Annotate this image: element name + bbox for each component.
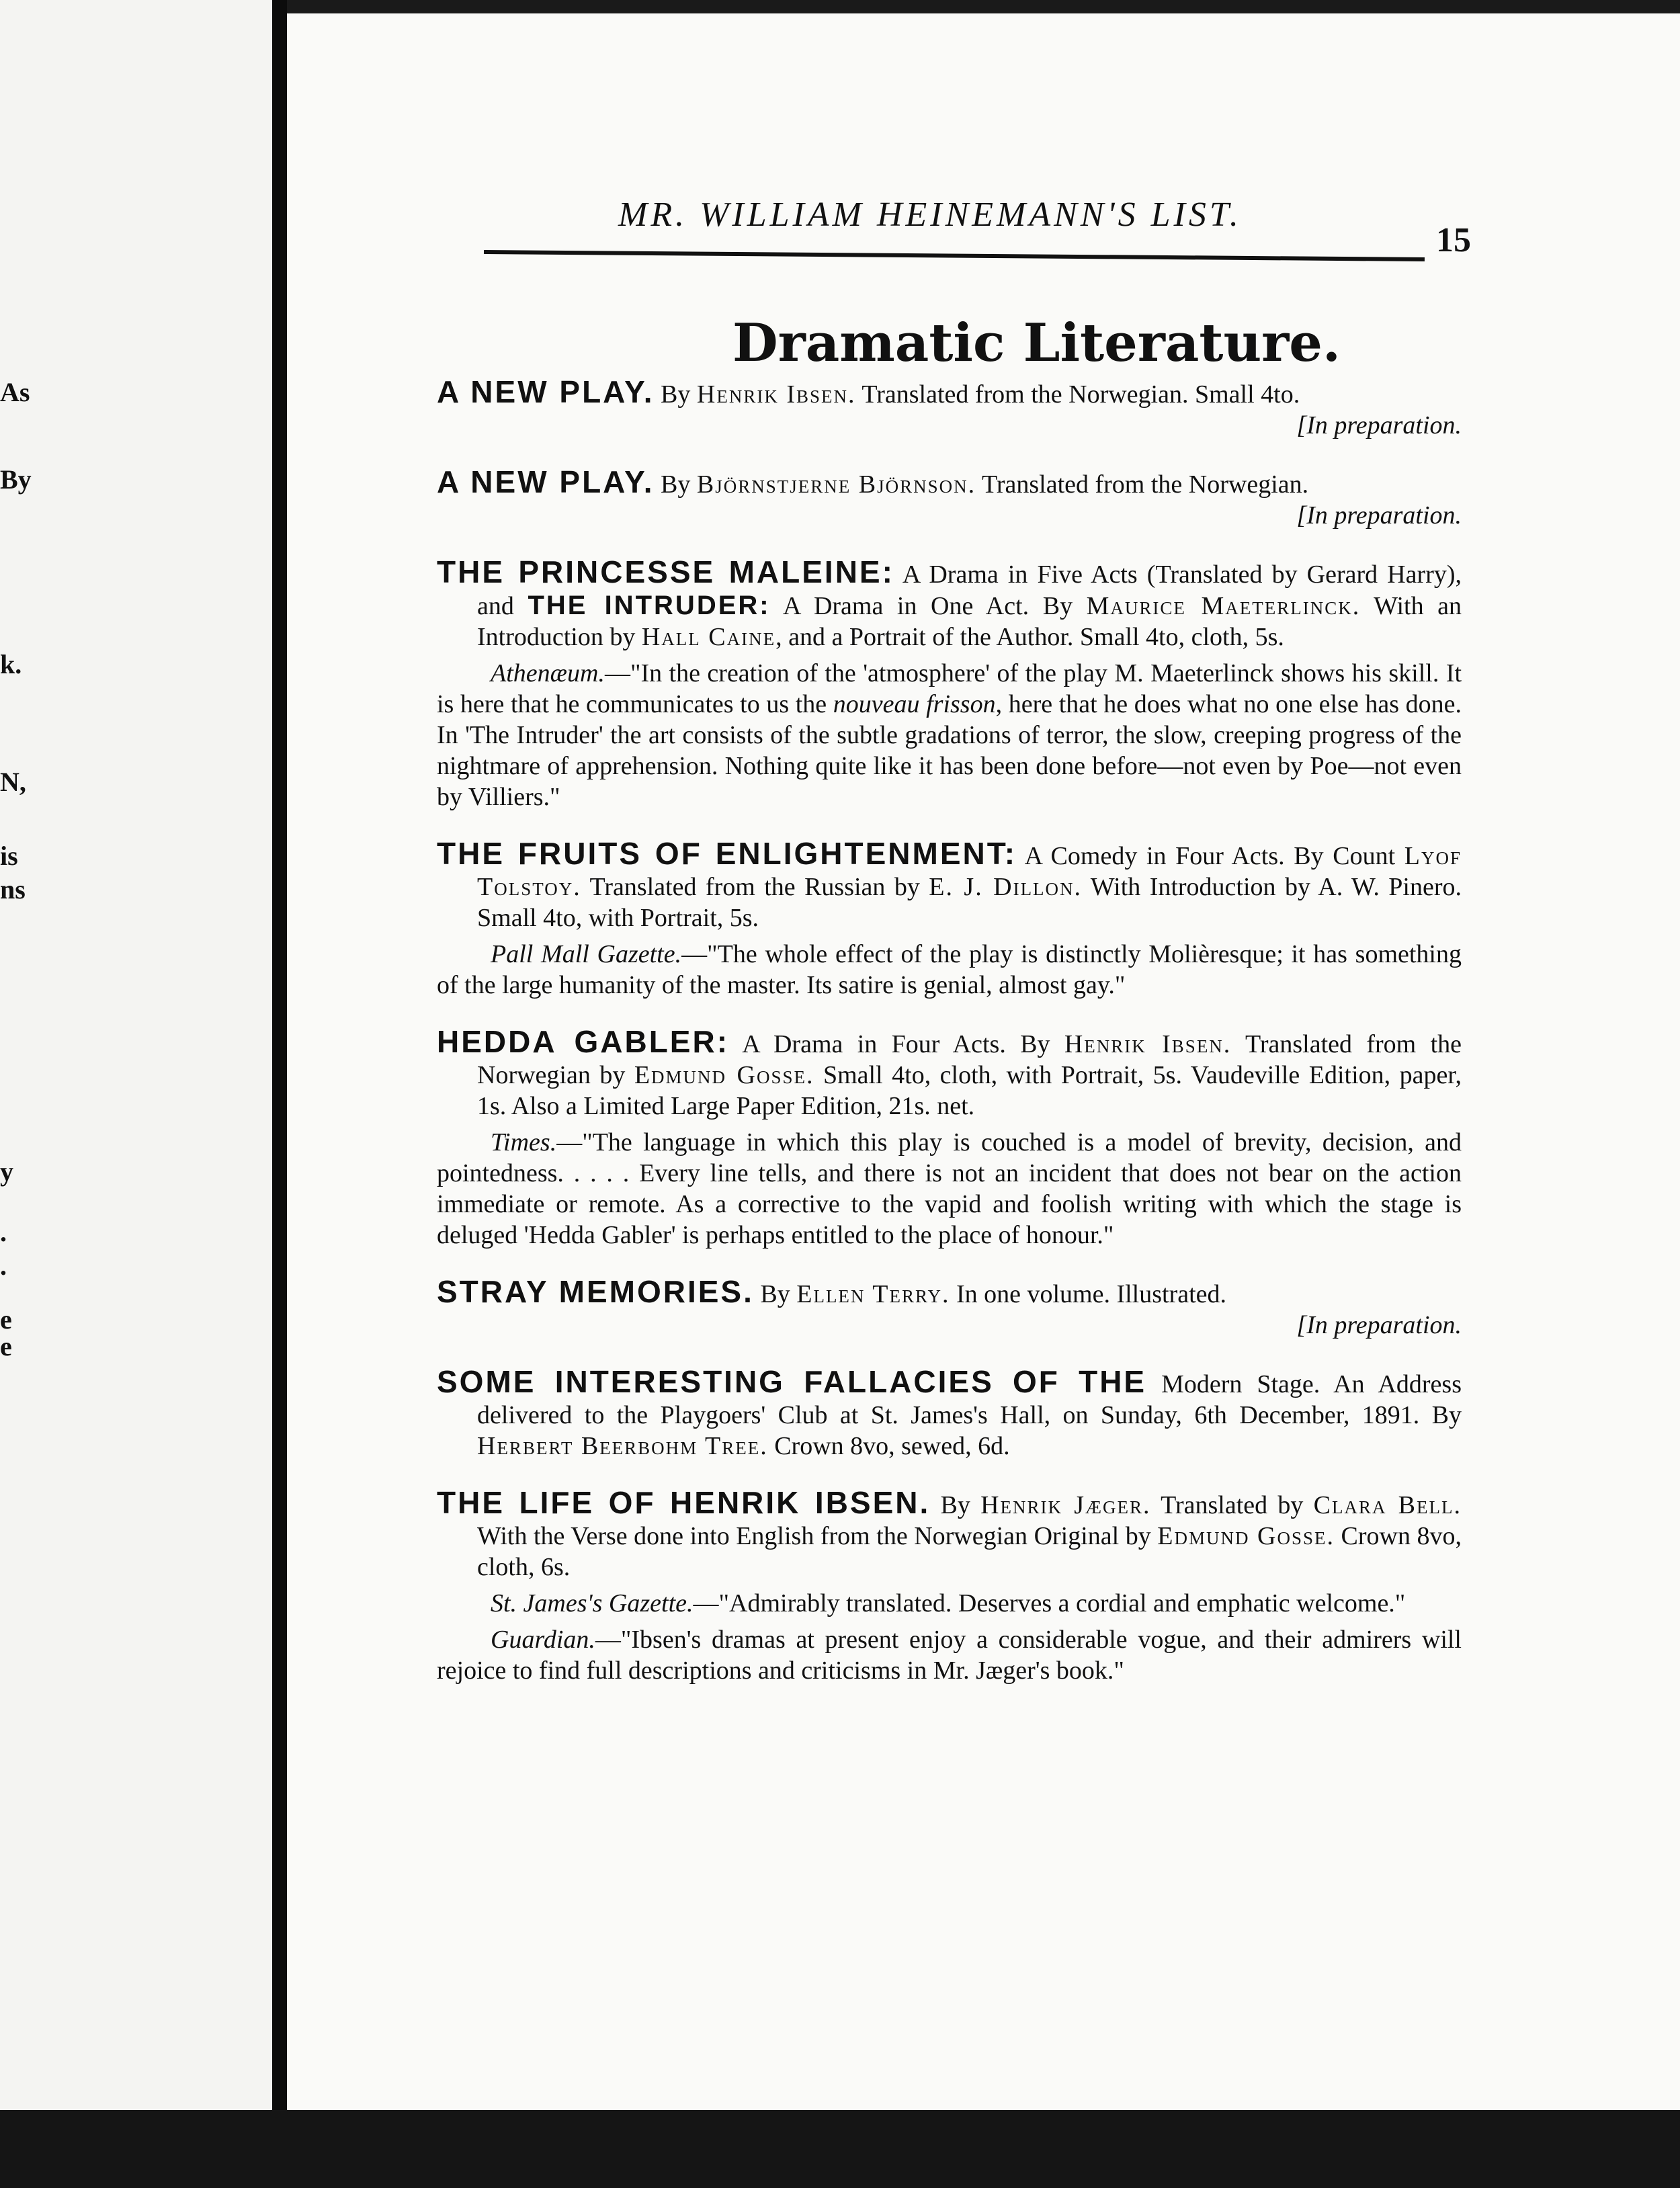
margin-fragment: e (0, 1331, 12, 1361)
review-text: —"In the creation of the 'atmosphere' of the play M. Maeterlinck shows his skill. It is here that he communicates to us the (437, 659, 1462, 718)
author-name: Björnstjerne Björnson. (696, 470, 976, 499)
status-note: [In preparation. (1296, 1311, 1462, 1339)
press-review (437, 1588, 1462, 1619)
catalogue-entry (437, 838, 1462, 1001)
review-text: —"The whole effect of the play is distinctly Molièresque; it has something of the large humanity of the master. Its satire is genial, almost gay." (437, 940, 1462, 999)
author-name: Herbert Beerbohm Tree. (477, 1432, 768, 1460)
entry-description (437, 466, 1462, 500)
margin-fragment: y (0, 1156, 13, 1187)
entry-description (437, 838, 1462, 933)
review-source: Guardian. (491, 1626, 595, 1654)
section-heading: Dramatic Literature. (732, 312, 1341, 374)
margin-fragment: By (0, 464, 32, 495)
margin-fragment: N, (0, 767, 26, 797)
press-review (437, 939, 1462, 1001)
review-text: —"Ibsen's dramas at present enjoy a considerable vogue, and their admirers will rejoice to find full descriptions and criticisms in Mr. Jæger's book." (437, 1626, 1462, 1685)
entry-description (437, 1366, 1462, 1462)
catalogue-entry (437, 466, 1462, 531)
review-text: , here that he does what no one else has done. In 'The Intruder' the art consists of the subtle gradations of terror, the slow, creeping progress of the nightmare of apprehension. Nothing quite like it has been done before—not even by Poe—not even by Villiers." (437, 690, 1462, 811)
author-name: Edmund Gosse. (1157, 1522, 1335, 1550)
entry-text: Crown 8vo, sewed, 6d. (767, 1432, 1010, 1460)
status-note: [In preparation. (1296, 411, 1462, 439)
catalogue-entry (437, 376, 1462, 441)
margin-fragment: . (0, 1217, 7, 1247)
author-name: Henrik Ibsen. (696, 380, 856, 409)
entry-title: THE PRINCESSE MALEINE: (437, 554, 894, 589)
entry-description (437, 1487, 1462, 1583)
catalogue-entry (437, 1487, 1462, 1686)
entry-text: With an Introduction by (477, 592, 1462, 651)
entry-title: HEDDA GABLER: (437, 1024, 730, 1059)
book-gutter (272, 0, 287, 2188)
author-name: Henrik Ibsen. (1064, 1030, 1232, 1058)
margin-fragment: As (0, 377, 30, 407)
entry-text: Translated by (1150, 1491, 1314, 1519)
status-note: [In preparation. (1296, 501, 1462, 530)
entry-text: Translated from the Norwegian. (976, 470, 1309, 499)
entry-title: A NEW PLAY. (437, 464, 655, 499)
author-name: E. J. Dillon. (929, 873, 1083, 901)
entry-text: Translated from the Russian by (581, 873, 929, 901)
left-page-edge (0, 0, 272, 2188)
entry-text: Translated from the Norwegian. Small 4to. (855, 380, 1300, 409)
margin-fragment: is (0, 841, 18, 871)
catalogue-entry (437, 1366, 1462, 1462)
entry-description (437, 1276, 1462, 1310)
entry-title: SOME INTERESTING FALLACIES OF THE (437, 1364, 1147, 1399)
entry-title: THE FRUITS OF ENLIGHTENMENT: (437, 836, 1017, 871)
catalogue-entry (437, 556, 1462, 812)
entry-text: A Drama in One Act. By (770, 592, 1087, 620)
catalogue-entry (437, 1026, 1462, 1251)
entry-text: Small 4to, cloth, with Portrait, 5s. Vaudeville Edition, paper, 1s. Also a Limited Large Paper Edition, 21s. net. (477, 1061, 1462, 1120)
author-name: Maurice Maeterlinck. (1086, 592, 1361, 620)
entry-text: By (654, 470, 697, 499)
entry-text: Crown 8vo, cloth, 6s. (477, 1522, 1462, 1581)
entry-text: Translated from the Norwegian by (477, 1030, 1462, 1089)
entry-text: By (753, 1280, 797, 1308)
page-bottom-edge (0, 2110, 1680, 2188)
entry-text: , and a Portrait of the Author. Small 4to, cloth, 5s. (775, 623, 1284, 651)
catalogue-entry (437, 1276, 1462, 1341)
entry-title: STRAY MEMORIES. (437, 1274, 754, 1309)
entry-text: By (654, 380, 697, 409)
author-name: Hall Caine (641, 623, 776, 651)
author-name: Henrik Jæger. (980, 1491, 1151, 1519)
entry-description (437, 1026, 1462, 1122)
entry-text: A Drama in Four Acts. By (729, 1030, 1064, 1058)
running-header: MR. WILLIAM HEINEMANN'S LIST. (618, 196, 1242, 234)
entry-description (437, 376, 1462, 410)
margin-fragment: e (0, 1304, 12, 1335)
entry-text: In one volume. Illustrated. (950, 1280, 1227, 1308)
entry-text: Modern Stage. An Address delivered to the Playgoers' Club at St. James's Hall, on Sunday, 6th December, 1891. By (477, 1370, 1462, 1429)
review-source: St. James's Gazette. (491, 1589, 694, 1617)
review-text: —"The language in which this play is couched is a model of brevity, decision, and pointedness. . . . . Every line tells, and there is not an incident that does not bear on the action immediate or remote. As a corrective to the vapid and foolish writing with which the stage is deluged 'Hedda Gabler' is perhaps entitled to the place of honour." (437, 1128, 1462, 1249)
entry-title: THE LIFE OF HENRIK IBSEN. (437, 1485, 931, 1520)
entry-subtitle: THE INTRUDER: (528, 591, 771, 620)
review-source: Athenæum. (491, 659, 605, 687)
entry-text: With Introduction by A. W. Pinero. Small 4to, with Portrait, 5s. (477, 873, 1462, 932)
press-review (437, 1624, 1462, 1686)
entry-text: With the Verse done into English from the Norwegian Original by (477, 1522, 1158, 1550)
press-review (437, 658, 1462, 812)
review-emphasis: nouveau frisson (833, 690, 996, 718)
entry-title: A NEW PLAY. (437, 374, 655, 409)
author-name: Ellen Terry. (796, 1280, 950, 1308)
entry-text: A Drama in Five Acts (Translated by Gerard Harry), and (477, 560, 1462, 620)
margin-fragment: k. (0, 649, 22, 679)
author-name: Edmund Gosse. (634, 1061, 814, 1089)
entry-text: A Comedy in Four Acts. By Count (1017, 842, 1404, 870)
margin-fragment: . (0, 1251, 7, 1281)
entry-text: By (930, 1491, 981, 1519)
review-source: Times. (491, 1128, 557, 1156)
margin-fragment: ns (0, 874, 26, 904)
author-name: Clara Bell. (1313, 1491, 1462, 1519)
entry-description (437, 556, 1462, 653)
page-number: 15 (1436, 221, 1471, 259)
review-text: —"Admirably translated. Deserves a cordial and emphatic welcome." (693, 1589, 1406, 1617)
author-name: Lyof Tolstoy. (477, 842, 1462, 901)
review-source: Pall Mall Gazette. (491, 940, 682, 968)
press-review (437, 1127, 1462, 1251)
catalogue-entries (437, 376, 1462, 1712)
